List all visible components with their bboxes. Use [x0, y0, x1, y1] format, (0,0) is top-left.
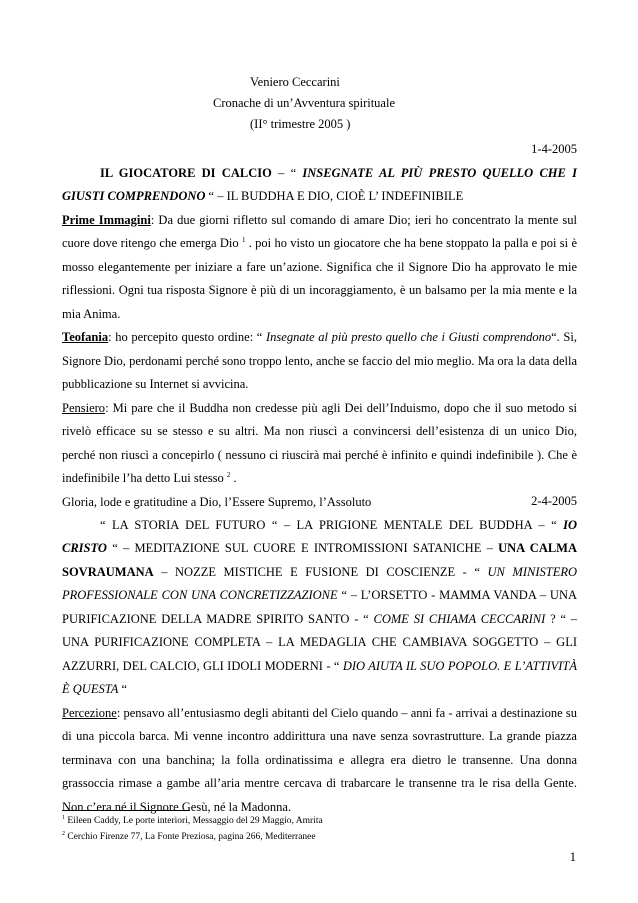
footnote-number: 2: [62, 831, 65, 837]
entry-date: 1-4-2005: [531, 142, 577, 156]
entry-title-part: “ – MEDITAZIONE SUL CUORE E INTROMISSIONI SATANICHE –: [106, 541, 499, 555]
paragraph-text: . poi ho visto un giocatore che ha bene stoppato la palla e poi si è mosso elegantemente per iniziare a fare un’azione. Significa che il Signore Dio ha approvato le mie riflessioni. Ogni tua risposta Signore è più di un incoraggiamento, è un balsamo per la mia mente e la mia Anima.: [62, 236, 577, 321]
entry-date: 2-4-2005: [531, 494, 577, 508]
entry-title-part: IO CRISTO: [62, 517, 577, 555]
entry-title-part: – “: [271, 165, 303, 180]
footnote: [62, 829, 577, 845]
paragraph-teofania: [62, 326, 577, 397]
paragraph-prime-immagini: [62, 209, 577, 327]
footnote-ref: 2: [226, 471, 231, 479]
footnote-text: Cerchio Firenze 77, La Fonte Preziosa, pagina 266, Mediterranee: [67, 832, 316, 842]
entry-title-part: INSEGNATE AL PIÙ PRESTO QUELLO CHE I GIUSTI COMPRENDONO: [62, 165, 577, 203]
paragraph-text: : Mi pare che il Buddha non credesse più agli Dei dell’Induismo, dopo che il suo metodo si rivelò efficace su se stesso e su altri. Ma non riuscì a convincersi dell’esistenza di un unico Dio, perché non riuscì a concepirlo ( nessuno ci riuscirà mai perché è infinito e quindi indefinibile ). Che è indefinibile l’ha detto Lui stesso: [62, 400, 577, 485]
entry-2: [62, 490, 577, 819]
entry-title-part: COME SI CHIAMA CECCARINI: [373, 611, 546, 626]
paragraph-text: .: [230, 471, 237, 485]
page-number: 1: [569, 850, 576, 864]
entry-title-part: “ – L’ORSETTO - MAMMA VANDA – UNA PURIFICAZIONE DELLA MADRE SPIRITO SANTO - “: [62, 588, 577, 626]
entry-title-part: UN MINISTERO PROFESSIONALE CON UNA CONCRETIZZAZIONE: [62, 564, 577, 602]
entry-title-part: – NOZZE MISTICHE E FUSIONE DI COSCIENZE - “: [153, 564, 488, 579]
entry-title-part: “ – IL BUDDHA E DIO, CIOÈ L’ INDEFINIBILE: [205, 189, 464, 203]
author-name: Veniero Ceccarini: [250, 75, 340, 89]
paragraph-text: : Da due giorni rifletto sul comando di amare Dio; ieri ho concentrato la mente sul cuore dove ritengo che emerga Dio: [62, 212, 577, 250]
entry-1: [62, 138, 577, 514]
footnote-text: Eileen Caddy, Le porte interiori, Messaggio del 29 Maggio, Amrita: [67, 816, 323, 826]
entry-title-part: “: [118, 682, 128, 696]
quoted-text: Insegnate al più presto quello che i Giusti comprendono: [266, 330, 552, 344]
footnote: [62, 813, 577, 829]
entry-title-part: IL GIOCATORE DI CALCIO: [100, 165, 272, 180]
paragraph-text: “. Sì, Signore Dio, perdonami perché sono troppo lento, anche se faccio del mio meglio. Ma ora la data della pubblicazione su Internet si avvicina.: [62, 330, 577, 391]
paragraph-label: Prime Immagini: [62, 212, 151, 227]
paragraph-gloria: Gloria, lode e gratitudine a Dio, l’Essere Supremo, l’Assoluto: [62, 494, 372, 509]
entry-title-part: DIO AIUTA IL SUO POPOLO. E L’ATTIVITÀ È QUESTA: [62, 658, 577, 696]
entry-title: [62, 162, 577, 209]
footnote-ref: 1: [241, 236, 246, 244]
footnote-divider: [62, 810, 190, 811]
entry-title: [62, 514, 577, 702]
paragraph-percezione: [62, 702, 577, 820]
paragraph-pensiero: [62, 397, 577, 491]
entry-title-part: ? “ – UNA PURIFICAZIONE COMPLETA – LA MEDAGLIA CHE CAMBIAVA SOGGETTO – GLI AZZURRI, DEL CALCIO, GLI IDOLI MODERNI - “: [62, 611, 577, 673]
paragraph-label: Percezione: [62, 705, 117, 720]
paragraph-label: Pensiero: [62, 400, 106, 415]
paragraph-text: : pensavo all’entusiasmo degli abitanti del Cielo quando – anni fa - arrivai a destinazione su di una piccola barca. Mi venne incontro addirittura una nave senza sovrastrutture. La grande piazza terminava con una banchina; la folla ordinatissima e allegra era dietro le transenne. Una donna grassoccia rimase a gambe all’aria mentre cercava di trabarcare le transenne tra le risa della Gente. Non c’era né il Signore Gesù, né la Madonna.: [62, 705, 577, 814]
footnote-number: 1: [62, 815, 65, 821]
footnotes: [62, 813, 577, 845]
document-subtitle: Cronache di un’Avventura spirituale: [213, 96, 396, 110]
entry-title-part: UNA CALMA SOVRAUMANA: [62, 541, 578, 579]
entry-title-part: “ LA STORIA DEL FUTURO “ – LA PRIGIONE MENTALE DEL BUDDHA – “: [100, 517, 564, 532]
paragraph-label: Teofania: [62, 330, 109, 344]
paragraph-text: : ho percepito questo ordine: “: [108, 330, 266, 344]
document-period: (II° trimestre 2005 ): [250, 117, 351, 131]
